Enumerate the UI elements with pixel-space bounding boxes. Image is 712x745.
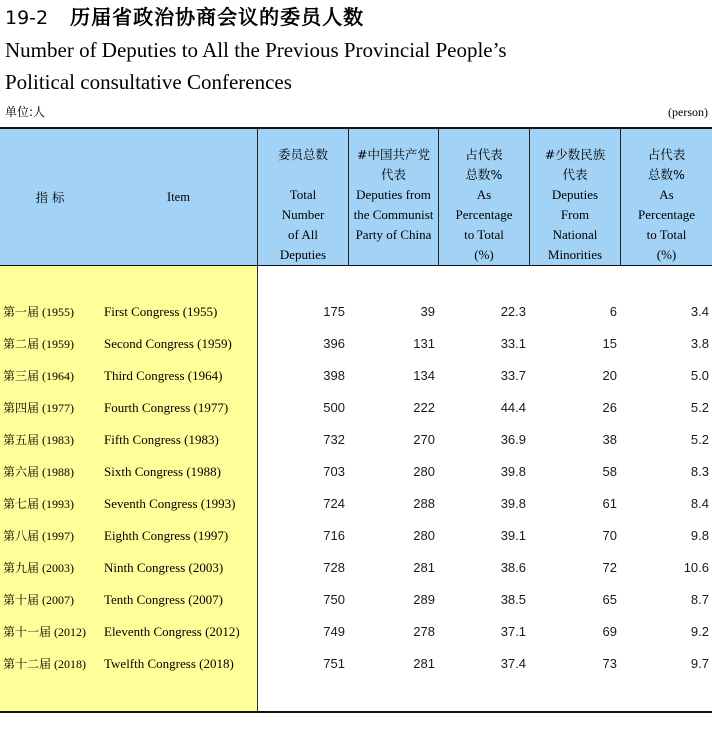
minority-percentage-cell: 9.7	[690, 656, 709, 671]
header-en-line: As	[659, 187, 674, 202]
total-deputies-header	[257, 129, 348, 265]
table-title-en-line2: Political consultative Conferences	[5, 70, 292, 94]
minority-deputies-cell: 15	[602, 336, 617, 351]
header-en-line: Percentage	[455, 207, 513, 222]
row-label-en: Sixth Congress (1988)	[104, 464, 221, 479]
cpc-deputies-cell: 281	[413, 560, 435, 575]
cpc-deputies-cell: 39	[420, 304, 435, 319]
minority-deputies-cell: 6	[609, 304, 617, 319]
row-label-zh: 第二届 (1959)	[3, 337, 74, 351]
minority-deputies-cell: 65	[602, 592, 617, 607]
minority-percentage-cell: 8.4	[690, 496, 709, 511]
cpc-deputies-cell: 288	[413, 496, 435, 511]
minority-deputies-cell: 70	[602, 528, 617, 543]
row-label-en: Fifth Congress (1983)	[104, 432, 219, 447]
header-en-line: (%)	[474, 247, 494, 262]
cpc-deputies-cell: 289	[413, 592, 435, 607]
cpc-percentage-cell: 39.1	[500, 528, 526, 543]
header-en-line: to Total	[646, 227, 687, 242]
row-label-zh: 第一届 (1955)	[3, 305, 74, 319]
table-title	[5, 4, 364, 30]
cpc-deputies-cell: 280	[413, 464, 435, 479]
minority-percentage-cell: 9.2	[690, 624, 709, 639]
header-zh-line: 占代表	[465, 147, 503, 162]
header-label-en	[530, 185, 620, 265]
header-en-line: National	[552, 227, 598, 242]
row-label-en: Seventh Congress (1993)	[104, 496, 236, 511]
minority-deputies-cell: 61	[602, 496, 617, 511]
header-zh-line: 总数%	[465, 167, 503, 182]
row-label-zh: 第十一届 (2012)	[3, 625, 86, 639]
row-label-zh: 第七届 (1993)	[3, 497, 74, 511]
total-deputies-cell: 175	[323, 304, 345, 319]
header-en-line: Deputies	[279, 247, 327, 262]
total-deputies-cell: 398	[323, 368, 345, 383]
minority-percentage-cell: 5.0	[690, 368, 709, 383]
row-label-en: Fourth Congress (1977)	[104, 400, 229, 415]
table-row	[0, 520, 712, 552]
cpc-percentage-cell: 37.1	[500, 624, 526, 639]
table-row	[0, 488, 712, 520]
minority-percentage-cell: 5.2	[690, 400, 709, 415]
row-label-zh: 第十届 (2007)	[3, 593, 74, 607]
minority-deputies-cell: 73	[602, 656, 617, 671]
table-row	[0, 392, 712, 424]
header-en-line: Deputies	[551, 187, 599, 202]
header-label-en	[349, 185, 438, 245]
cpc-percentage-cell: 37.4	[500, 656, 526, 671]
header-label-zh	[621, 145, 712, 185]
row-label-en: Twelfth Congress (2018)	[104, 656, 234, 671]
minority-percentage-cell: 8.3	[690, 464, 709, 479]
header-zh-line: 占代表	[647, 147, 686, 162]
table-row	[0, 360, 712, 392]
total-deputies-cell: 724	[323, 496, 345, 511]
minority-percentage-cell: 3.4	[690, 304, 709, 319]
table-header	[0, 127, 712, 266]
indicator-header: 指 标	[35, 190, 65, 205]
row-label-en: Third Congress (1964)	[104, 368, 223, 383]
header-en-line: Percentage	[637, 207, 696, 222]
cpc-deputies-cell: 281	[413, 656, 435, 671]
cpc-deputies-cell: 131	[413, 336, 435, 351]
header-label-en	[439, 185, 529, 265]
total-deputies-cell: 749	[323, 624, 345, 639]
header-en-line: Minorities	[547, 247, 603, 262]
table-body	[0, 266, 712, 713]
header-en-line: Number	[281, 207, 325, 222]
total-deputies-cell: 716	[323, 528, 345, 543]
minority-percentage-header	[620, 129, 712, 265]
cpc-deputies-cell: 270	[413, 432, 435, 447]
table-row	[0, 456, 712, 488]
header-label-zh	[258, 145, 348, 185]
header-en-line: Party of China	[355, 227, 432, 242]
cpc-percentage-cell: 38.6	[500, 560, 526, 575]
header-en-line: the Communist	[353, 207, 434, 222]
header-zh-line: 代表	[380, 167, 406, 182]
row-label-en: Ninth Congress (2003)	[104, 560, 224, 575]
header-zh-line: 代表	[562, 167, 588, 182]
header-en-line: From	[560, 207, 590, 222]
total-deputies-cell: 703	[323, 464, 345, 479]
cpc-percentage-cell: 38.5	[500, 592, 526, 607]
cpc-deputies-cell: 222	[413, 400, 435, 415]
table-row	[0, 648, 712, 680]
row-label-zh: 第三届 (1964)	[3, 369, 74, 383]
table-title-en-line1: Number of Deputies to All the Previous Provincial People’s	[5, 38, 507, 62]
cpc-percentage-header	[438, 129, 529, 265]
table-row	[0, 328, 712, 360]
row-label-en: Second Congress (1959)	[104, 336, 232, 351]
minority-deputies-cell: 26	[602, 400, 617, 415]
table-row	[0, 424, 712, 456]
minority-deputies-cell: 58	[602, 464, 617, 479]
row-label-zh: 第九届 (2003)	[3, 561, 74, 575]
header-en-line: of All	[288, 227, 318, 242]
header-zh-line: #少数民族	[544, 147, 606, 162]
row-label-zh: 第八届 (1997)	[3, 529, 74, 543]
row-label-zh: 第十二届 (2018)	[3, 657, 86, 671]
header-zh-line: 总数%	[648, 167, 685, 182]
table-row	[0, 552, 712, 584]
row-label-zh: 第四届 (1977)	[3, 401, 74, 415]
total-deputies-cell: 396	[323, 336, 345, 351]
header-label-zh	[530, 145, 620, 185]
minority-percentage-cell: 5.2	[690, 432, 709, 447]
row-label-en: Eleventh Congress (2012)	[104, 624, 240, 639]
unit-label-en: (person)	[668, 105, 708, 119]
item-header: Item	[167, 189, 190, 204]
total-deputies-cell: 728	[323, 560, 345, 575]
row-label-en: First Congress (1955)	[104, 304, 218, 319]
cpc-deputies-cell: 278	[413, 624, 435, 639]
minority-deputies-cell: 72	[602, 560, 617, 575]
cpc-deputies-cell: 280	[413, 528, 435, 543]
table-rows	[0, 296, 712, 680]
header-en-line: As	[476, 187, 492, 202]
total-deputies-cell: 500	[323, 400, 345, 415]
header-en-line: Deputies from	[356, 187, 431, 202]
cpc-percentage-cell: 39.8	[500, 496, 526, 511]
table-number: 19-2	[5, 7, 49, 29]
minority-deputies-cell: 20	[602, 368, 617, 383]
unit-label-zh: 单位:人	[5, 105, 46, 119]
cpc-percentage-cell: 22.3	[500, 304, 526, 319]
header-zh-line: 委员总数	[277, 147, 328, 162]
total-deputies-cell: 750	[323, 592, 345, 607]
header-en-line: to Total	[464, 227, 504, 242]
header-zh-line: #中国共产党	[357, 147, 430, 162]
cpc-deputies-cell: 134	[413, 368, 435, 383]
row-label-en: Tenth Congress (2007)	[104, 592, 223, 607]
row-label-zh: 第六届 (1988)	[3, 465, 74, 479]
table-title-zh: 历届省政治协商会议的委员人数	[70, 5, 365, 29]
header-label-en	[258, 185, 348, 265]
table-row	[0, 296, 712, 328]
header-en-line: (%)	[656, 247, 677, 262]
minority-percentage-cell: 9.8	[690, 528, 709, 543]
total-deputies-cell: 732	[323, 432, 345, 447]
cpc-deputies-header	[348, 129, 438, 265]
header-label-en	[621, 185, 712, 265]
table-row	[0, 584, 712, 616]
minority-deputies-cell: 69	[602, 624, 617, 639]
table-row	[0, 616, 712, 648]
cpc-percentage-cell: 33.7	[500, 368, 526, 383]
cpc-percentage-cell: 44.4	[500, 400, 526, 415]
row-label-en: Eighth Congress (1997)	[104, 528, 229, 543]
minority-percentage-cell: 10.6	[683, 560, 709, 575]
total-deputies-cell: 751	[323, 656, 345, 671]
cpc-percentage-cell: 39.8	[500, 464, 526, 479]
cpc-percentage-cell: 33.1	[500, 336, 526, 351]
minority-deputies-cell: 38	[602, 432, 617, 447]
row-label-zh: 第五届 (1983)	[3, 433, 74, 447]
header-en-line: Total	[289, 187, 317, 202]
header-label-zh	[349, 145, 438, 185]
minority-deputies-header	[529, 129, 620, 265]
header-label-zh	[439, 145, 529, 185]
cpc-percentage-cell: 36.9	[500, 432, 526, 447]
minority-percentage-cell: 8.7	[690, 592, 709, 607]
minority-percentage-cell: 3.8	[690, 336, 709, 351]
